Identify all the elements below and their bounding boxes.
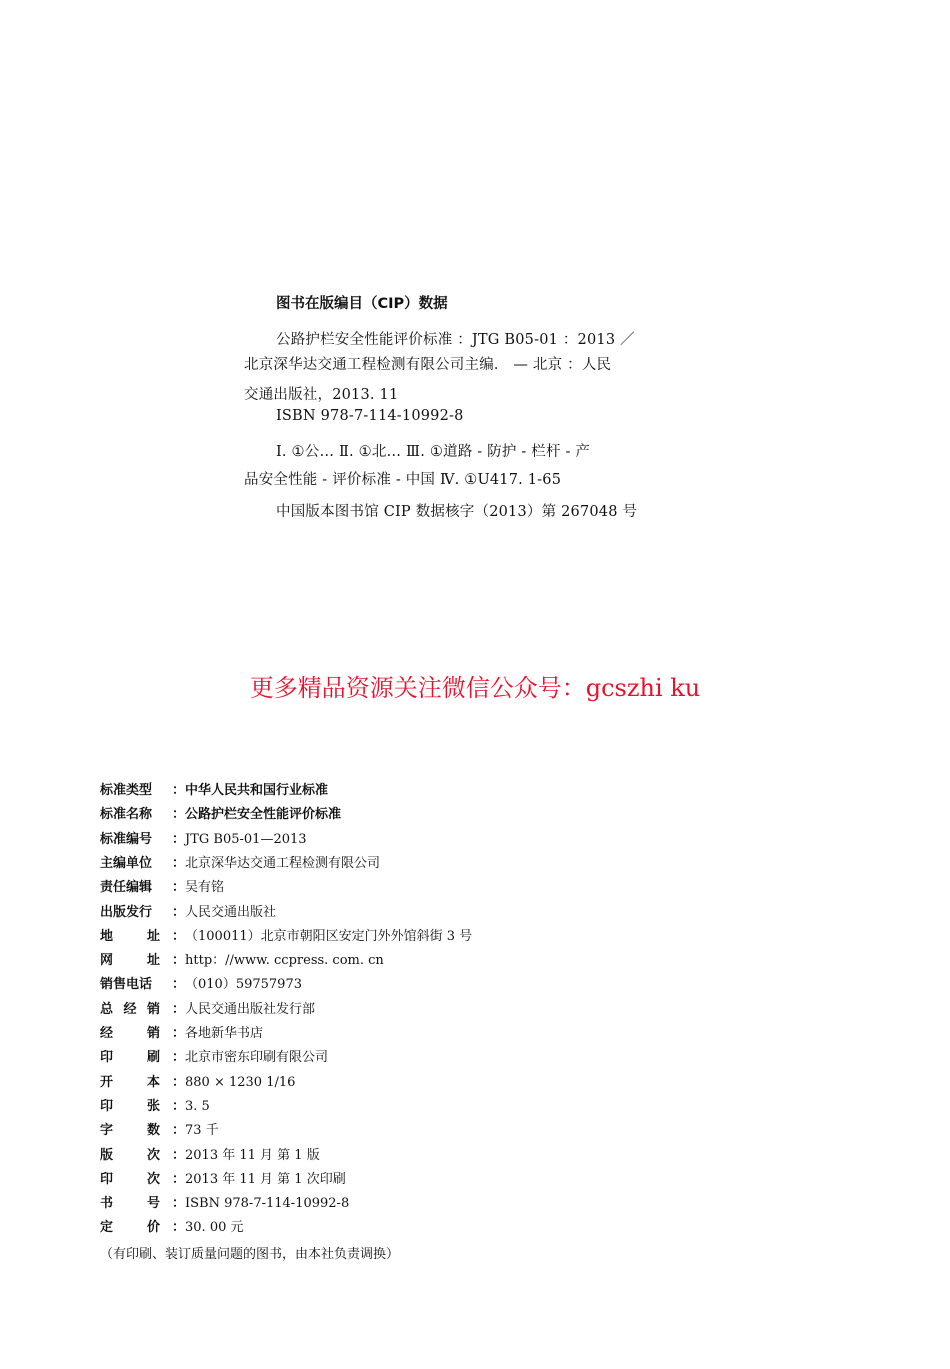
colophon-value: 北京深华达交通工程检测有限公司 [185,855,381,871]
colophon-value: 2013 年 11 月 第 1 版 [185,1147,320,1163]
cip-line-3: 交通出版社，2013. 11 [244,387,399,403]
colophon-value: 北京市密东印刷有限公司 [185,1050,329,1066]
cip-line-2: 北京深华达交通工程检测有限公司主编． — 北京 ：人民 [244,357,612,373]
colophon-label: 书 号 [100,1196,160,1212]
colophon-row [100,926,472,948]
colophon-value: http：//www. ccpress. com. cn [185,953,384,969]
colophon-colon: ： [172,855,186,871]
colophon-value: 880 × 1230 1/16 [185,1074,296,1090]
colophon-row [100,1145,320,1167]
colophon-value: 73 千 [185,1123,219,1139]
colophon-label: 版 次 [100,1147,160,1163]
colophon-label: 销售电话 [100,977,153,993]
colophon-colon: ： [172,904,186,920]
colophon-value: 人民交通出版社发行部 [185,1001,316,1017]
colophon-value: （100011）北京市朝阳区安定门外外馆斜街 3 号 [185,928,473,944]
colophon-colon: ： [172,880,186,896]
colophon-row [100,1193,349,1215]
colophon-colon: ： [172,977,186,993]
colophon-label: 印 次 [100,1171,160,1187]
colophon-value: 中华人民共和国行业标准 [185,783,329,798]
colophon-row [100,950,384,972]
colophon-label: 字 数 [100,1123,160,1139]
colophon-colon: ： [172,1050,186,1066]
cip-line-1: 公路护栏安全性能评价标准 ：JTG B05-01 ：2013 ／ [276,332,635,348]
colophon-row [100,1047,328,1069]
colophon-value: 公路护栏安全性能评价标准 [185,807,342,823]
colophon-value: （010）59757973 [185,977,302,993]
colophon-row [100,1120,219,1142]
colophon-value: 2013 年 11 月 第 1 次印刷 [185,1171,346,1187]
promo-text: 更多精品资源关注微信公众号：gcszhi ku [249,674,701,702]
colophon-label: 标准编号 [100,831,153,847]
colophon-label: 标准名称 [100,807,153,823]
colophon-label: 印 刷 [100,1050,160,1066]
colophon-colon: ： [172,1220,186,1236]
colophon-row [100,1096,210,1118]
colophon-colon: ： [172,928,186,944]
cip-line-7: 中国版本图书馆 CIP 数据核字（2013）第 267048 号 [276,504,638,520]
colophon-label: 定 价 [100,1220,160,1236]
colophon-colon: ： [172,1171,186,1187]
colophon-value: 3. 5 [185,1098,210,1114]
colophon-colon: ： [172,807,186,823]
colophon-row [100,1217,244,1239]
colophon-value: JTG B05-01—2013 [185,831,307,847]
colophon-row [100,877,224,899]
colophon-colon: ： [172,1098,186,1114]
colophon-row [100,804,341,826]
colophon-label: 网 址 [100,953,160,969]
colophon-row [100,853,380,875]
colophon-colon: ： [172,1074,186,1090]
colophon-row [100,1072,295,1094]
colophon-row [100,829,307,851]
colophon-value: 30. 00 元 [185,1220,244,1236]
colophon-row [100,1023,263,1045]
colophon-colon: ： [172,1123,186,1139]
colophon-row [100,780,328,802]
colophon-colon: ： [172,1196,186,1212]
colophon-row [100,902,276,924]
colophon-label: 责任编辑 [100,880,153,896]
colophon-value: 人民交通出版社 [185,904,277,920]
colophon-value: 吴有铭 [185,880,225,896]
colophon-colon: ： [172,1026,186,1041]
colophon-value: 各地新华书店 [185,1026,264,1041]
colophon-colon: ： [172,783,186,798]
colophon-colon: ： [172,953,186,969]
colophon-colon: ： [172,831,186,847]
cip-title: 图书在版编目（CIP）数据 [276,296,448,312]
cip-line-5: Ⅰ. ①公… Ⅱ. ①北… Ⅲ. ①道路 - 防护 - 栏杆 - 产 [276,444,591,460]
colophon-label: 经 销 [100,1026,160,1041]
colophon-label: 标准类型 [100,783,153,798]
colophon-row [100,974,302,996]
cip-line-6: 品安全性能 - 评价标准 - 中国 Ⅳ. ①U417. 1-65 [244,472,562,488]
colophon-colon: ： [172,1001,186,1017]
footnote: （有印刷、装订质量问题的图书，由本社负责调换） [100,1247,400,1262]
colophon-row [100,999,315,1021]
colophon-label: 主编单位 [100,855,153,871]
colophon-value: ISBN 978-7-114-10992-8 [185,1196,350,1212]
colophon-label: 地 址 [100,928,160,944]
colophon-label: 印 张 [100,1098,160,1114]
colophon-label: 开 本 [100,1074,160,1090]
cip-line-4: ISBN 978-7-114-10992-8 [276,408,464,424]
colophon-row [100,1169,346,1191]
colophon-label: 总 经 销 [100,1001,160,1017]
colophon-label: 出版发行 [100,904,153,920]
colophon-colon: ： [172,1147,186,1163]
